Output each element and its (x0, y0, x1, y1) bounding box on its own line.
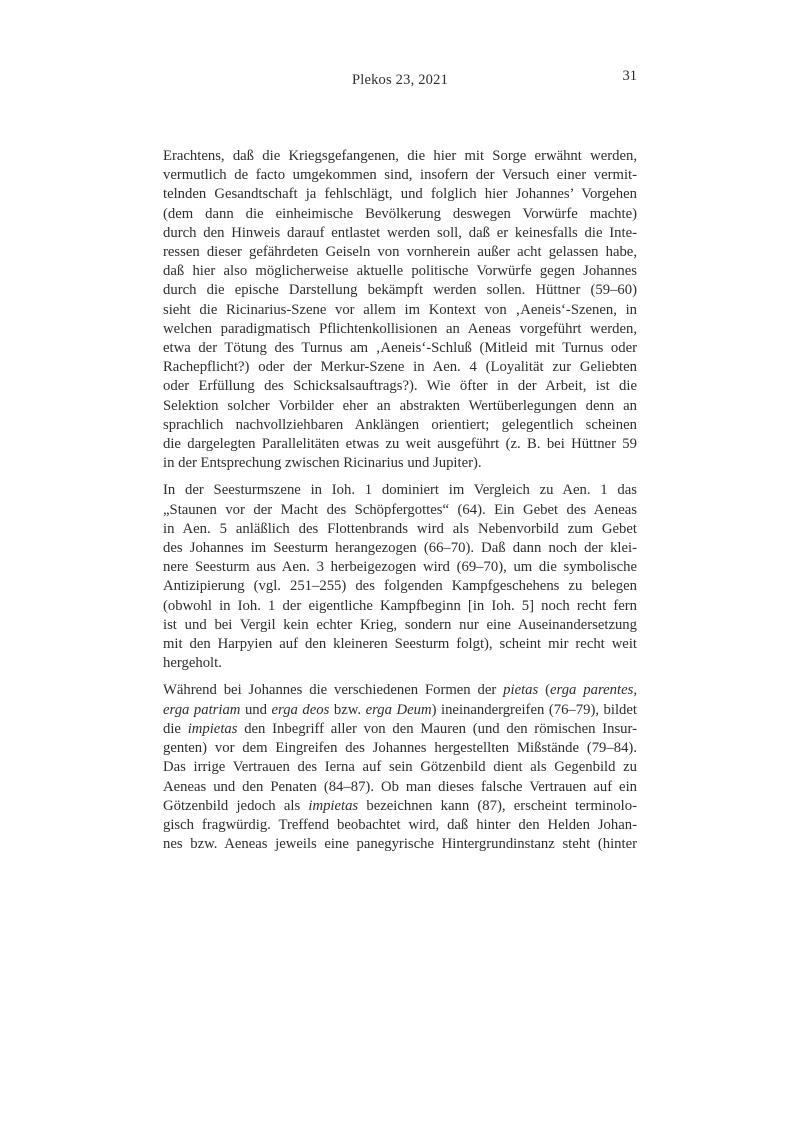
text-line (163, 681, 637, 700)
text-line (163, 616, 637, 635)
text-line (163, 520, 637, 539)
text-line (163, 501, 637, 520)
italic-text: pietas (503, 682, 539, 699)
text-line (163, 797, 637, 816)
text-line (163, 701, 637, 720)
text-segment: Erachtens, daß die Kriegsgefangenen, die hier mit Sorge erwähnt werden, (163, 148, 637, 164)
text-line (163, 539, 637, 558)
text-segment: sprachlich nachvollziehbaren Anklängen orientiert; gelegentlich scheinen (163, 416, 637, 433)
text-line (163, 416, 637, 435)
text-line (163, 435, 637, 454)
text-segment: Aeneas und den Penaten (84–87). Ob man dieses falsche Vertrauen auf ein (163, 778, 637, 795)
text-segment: ) ineinandergreifen (76–79), bildet (431, 701, 637, 718)
text-line (163, 816, 637, 835)
body-text (163, 147, 637, 854)
text-segment: etwa der Tötung des Turnus am ‚Aeneis‘-Schluß (Mitleid mit Turnus oder (163, 340, 637, 357)
text-line (163, 262, 637, 281)
italic-text: erga Deum (365, 701, 432, 718)
text-line (163, 720, 637, 739)
text-segment: (obwohl in Ioh. 1 der eigentliche Kampfbeginn [in Ioh. 5] noch recht fern (163, 597, 637, 614)
text-segment: ( (538, 682, 551, 699)
italic-text: impietas (187, 720, 238, 737)
text-segment: (dem dann die einheimische Bevölkerung deswegen Vorwürfe machte) (163, 205, 637, 222)
text-line (163, 635, 637, 654)
text-line (163, 147, 637, 166)
page-number: 31 (622, 68, 637, 84)
text-segment: gisch fragwürdig. Treffend beobachtet wird, daß hinter den Helden Johan- (163, 816, 637, 833)
text-line (163, 481, 637, 500)
text-line (163, 835, 637, 854)
text-segment: welchen paradigmatisch Pflichtenkollisionen an Aeneas vorgeführt werden, (163, 320, 637, 337)
text-line (163, 185, 637, 204)
running-head (163, 68, 637, 89)
text-line (163, 597, 637, 616)
text-segment: In der Seesturmszene in Ioh. 1 dominiert im Vergleich zu Aen. 1 das (163, 482, 637, 499)
text-segment: , (633, 682, 637, 699)
text-line (163, 558, 637, 577)
text-line (163, 224, 637, 243)
text-line (163, 358, 637, 377)
text-line (163, 577, 637, 596)
text-segment: die (163, 720, 188, 737)
text-segment: den Inbegriff aller von den Mauren (und den römischen Insur- (237, 720, 638, 737)
text-line (163, 454, 637, 473)
italic-text: erga parentes (550, 682, 634, 699)
text-segment: Götzenbild jedoch als (163, 797, 309, 814)
text-segment: und (240, 701, 272, 718)
text-line (163, 205, 637, 224)
text-segment: ressen dieser gefährdeten Geiseln von vornherein außer acht gelassen habe, (163, 244, 637, 261)
text-line (163, 166, 637, 185)
text-segment: die dargelegten Parallelitäten etwas zu weit ausgeführt (z. B. bei Hüttner 59 (163, 436, 637, 453)
text-line (163, 397, 637, 416)
text-line (163, 377, 637, 396)
text-segment: nes bzw. Aeneas jeweils eine panegyrische Hintergrundinstanz steht (hinter (163, 836, 637, 853)
text-segment: Antizipierung (vgl. 251–255) des folgenden Kampfgeschehens zu belegen (163, 578, 637, 595)
italic-text: impietas (308, 797, 359, 814)
text-segment: des Johannes im Seesturm herangezogen (66–70). Daß dann noch der klei- (163, 540, 637, 557)
italic-text: erga patriam (163, 701, 241, 718)
text-line (163, 739, 637, 758)
text-line (163, 281, 637, 300)
paragraph (163, 481, 637, 673)
text-segment: sieht die Ricinarius-Szene vor allem im Kontext von ‚Aeneis‘-Szenen, in (163, 301, 637, 318)
text-line (163, 778, 637, 797)
text-segment: Das irrige Vertrauen des Ierna auf sein Götzenbild dient als Gegenbild zu (163, 759, 637, 776)
text-segment: Rachepflicht?) oder der Merkur-Szene in Aen. 4 (Loyalität zur Geliebten (163, 359, 637, 376)
text-segment: durch die epische Darstellung bekämpft werden sollen. Hüttner (59–60) (163, 282, 637, 299)
text-line (163, 758, 637, 777)
text-segment: Selektion solcher Vorbilder eher an abstrakten Wertüberlegungen denn an (163, 397, 637, 414)
text-line (163, 339, 637, 358)
text-segment: daß hier also möglicherweise aktuelle politische Vorwürfe gegen Johannes (163, 263, 637, 280)
text-segment: in Aen. 5 anläßlich des Flottenbrands wird als Nebenvorbild zum Gebet (163, 520, 637, 537)
text-line (163, 301, 637, 320)
text-segment: genten) vor dem Eingreifen des Johannes hergestellten Mißstände (79–84). (163, 740, 637, 757)
text-segment: telnden Gesandtschaft ja fehlschlägt, und folglich hier Johannes’ Vorgehen (163, 186, 637, 203)
text-segment: vermutlich de facto umgekommen sind, insofern der Versuch einer vermit- (163, 167, 637, 184)
text-line (163, 320, 637, 339)
paragraph (163, 147, 637, 473)
text-segment: durch den Hinweis darauf entlastet werden soll, daß er keinesfalls die Inte- (163, 224, 637, 241)
text-segment: oder Erfüllung des Schicksalsauftrags?). Wie öfter in der Arbeit, ist die (163, 378, 637, 395)
text-segment: nere Seesturm aus Aen. 3 herbeigezogen wird (69–70), um die symbolische (163, 559, 637, 576)
text-segment: mit den Harpyien auf den kleineren Seesturm folgt), scheint mir recht weit (163, 636, 637, 653)
text-segment: bezeichnen kann (87), erscheint terminolo- (358, 797, 637, 814)
text-segment: ist und bei Vergil kein echter Krieg, sondern nur eine Auseinandersetzung (163, 616, 637, 633)
text-line (163, 243, 637, 262)
text-segment: bzw. (329, 701, 366, 718)
text-segment: „Staunen vor der Macht des Schöpfergottes“ (64). Ein Gebet des Aeneas (163, 501, 637, 518)
text-line (163, 654, 637, 673)
text-segment: hergeholt. (163, 655, 222, 672)
italic-text: erga deos (271, 701, 330, 718)
paragraph (163, 681, 637, 854)
text-segment: Während bei Johannes die verschiedenen Formen der (163, 682, 504, 699)
text-segment: in der Entsprechung zwischen Ricinarius und Jupiter). (163, 455, 482, 472)
journal-title: Plekos 23, 2021 (351, 72, 449, 88)
